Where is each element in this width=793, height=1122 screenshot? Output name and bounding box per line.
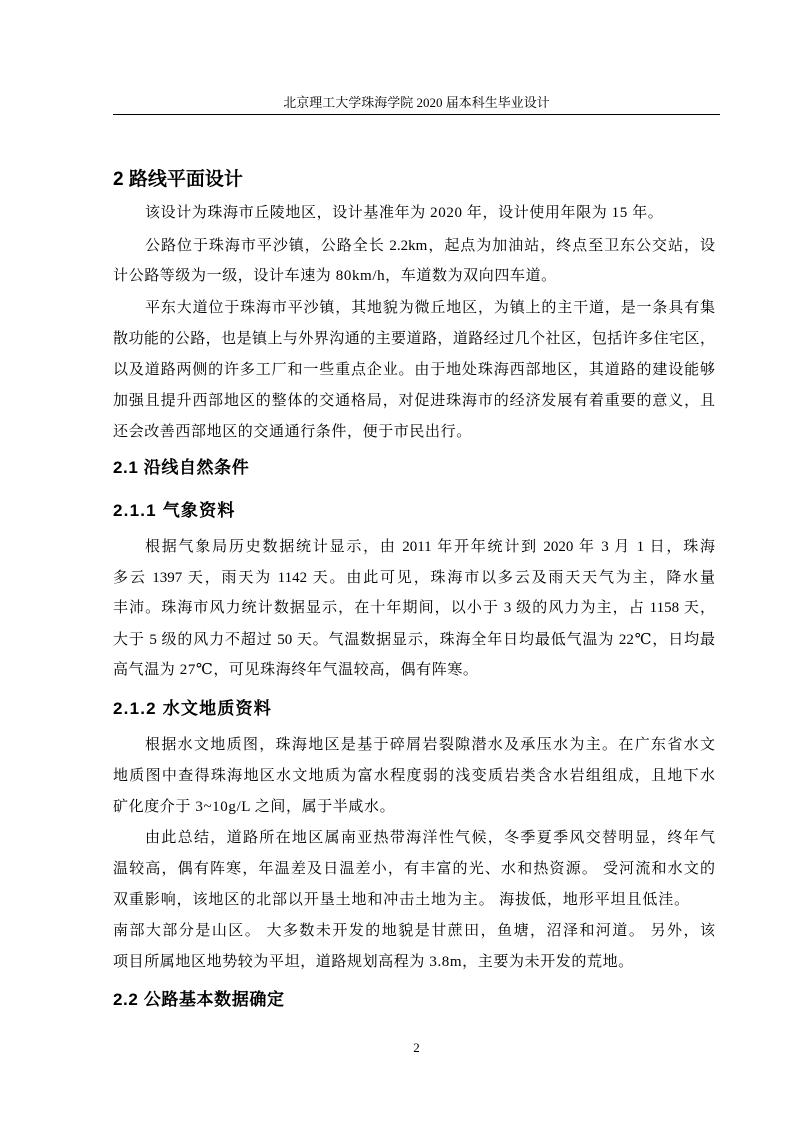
section-heading-2-1-1: 2.1.1 气象资料 bbox=[113, 501, 236, 520]
body-line: 加强且提升西部地区的整体的交通格局，对促进珠海市的经济发展有着重要的意义，且 bbox=[113, 393, 715, 409]
section-heading-2-2: 2.2 公路基本数据确定 bbox=[113, 990, 285, 1009]
body-line: 根据气象局历史数据统计显示，由 2011 年开年统计到 2020 年 3 月 1 日，珠海 bbox=[145, 539, 715, 555]
body-line: 南部大部分是山区。 大多数未开发的地貌是甘蔗田，鱼塘，沼泽和河道。 另外，该 bbox=[113, 923, 715, 939]
section-heading-2: 2 路线平面设计 bbox=[113, 169, 243, 190]
body-line: 矿化度介于 3~10g/L 之间，属于半咸水。 bbox=[113, 799, 396, 815]
body-line: 根据水文地质图，珠海地区是基于碎屑岩裂隙潜水及承压水为主。在广东省水文 bbox=[145, 737, 715, 753]
body-line: 散功能的公路，也是镇上与外界沟通的主要道路，道路经过几个社区，包括许多住宅区， bbox=[113, 331, 715, 347]
page-number: 2 bbox=[413, 1040, 420, 1055]
body-line: 地质图中查得珠海地区水文地质为富水程度弱的浅变质岩类含水岩组组成，且地下水 bbox=[113, 768, 715, 784]
body-line: 多云 1397 天，雨天为 1142 天。由此可见，珠海市以多云及雨天天气为主，降水量 bbox=[113, 570, 715, 586]
body-line: 大于 5 级的风力不超过 50 天。气温数据显示，珠海全年日均最低气温为 22℃，日均最 bbox=[113, 632, 715, 648]
body-line: 温较高，偶有阵寒，年温差及日温差小，有丰富的光、水和热资源。 受河流和水文的 bbox=[113, 861, 715, 877]
header-rule bbox=[113, 114, 720, 115]
body-line: 该设计为珠海市丘陵地区，设计基准年为 2020 年，设计使用年限为 15 年。 bbox=[145, 205, 664, 221]
body-line: 还会改善西部地区的交通通行条件，便于市民出行。 bbox=[113, 424, 472, 440]
body-line: 计公路等级为一级，设计车速为 80km/h，车道数为双向四车道。 bbox=[113, 268, 557, 284]
body-line: 双重影响，该地区的北部以开垦土地和冲击土地为主。 海拔低，地形平坦且低洼。 bbox=[113, 892, 691, 908]
body-line: 高气温为 27℃，可见珠海终年气温较高，偶有阵寒。 bbox=[113, 662, 479, 678]
body-line: 丰沛。珠海市风力统计数据显示，在十年期间，以小于 3 级的风力为主，占 1158 天， bbox=[113, 600, 715, 616]
body-line: 以及道路两侧的许多工厂和一些重点企业。由于地处珠海西部地区，其道路的建设能够 bbox=[113, 362, 715, 378]
running-header: 北京理工大学珠海学院 2020 届本科生毕业设计 bbox=[283, 95, 550, 110]
body-line: 平东大道位于珠海市平沙镇，其地貌为微丘地区，为镇上的主干道，是一条具有集 bbox=[145, 300, 715, 316]
body-line: 公路位于珠海市平沙镇，公路全长 2.2km，起点为加油站，终点至卫东公交站，设 bbox=[145, 238, 715, 254]
body-line: 项目所属地区地势较为平坦，道路规划高程为 3.8m，主要为未开发的荒地。 bbox=[113, 954, 634, 970]
section-heading-2-1: 2.1 沿线自然条件 bbox=[113, 458, 250, 477]
section-heading-2-1-2: 2.1.2 水文地质资料 bbox=[113, 699, 272, 718]
body-line: 由此总结，道路所在地区属南亚热带海洋性气候，冬季夏季风交替明显，终年气 bbox=[145, 830, 715, 846]
